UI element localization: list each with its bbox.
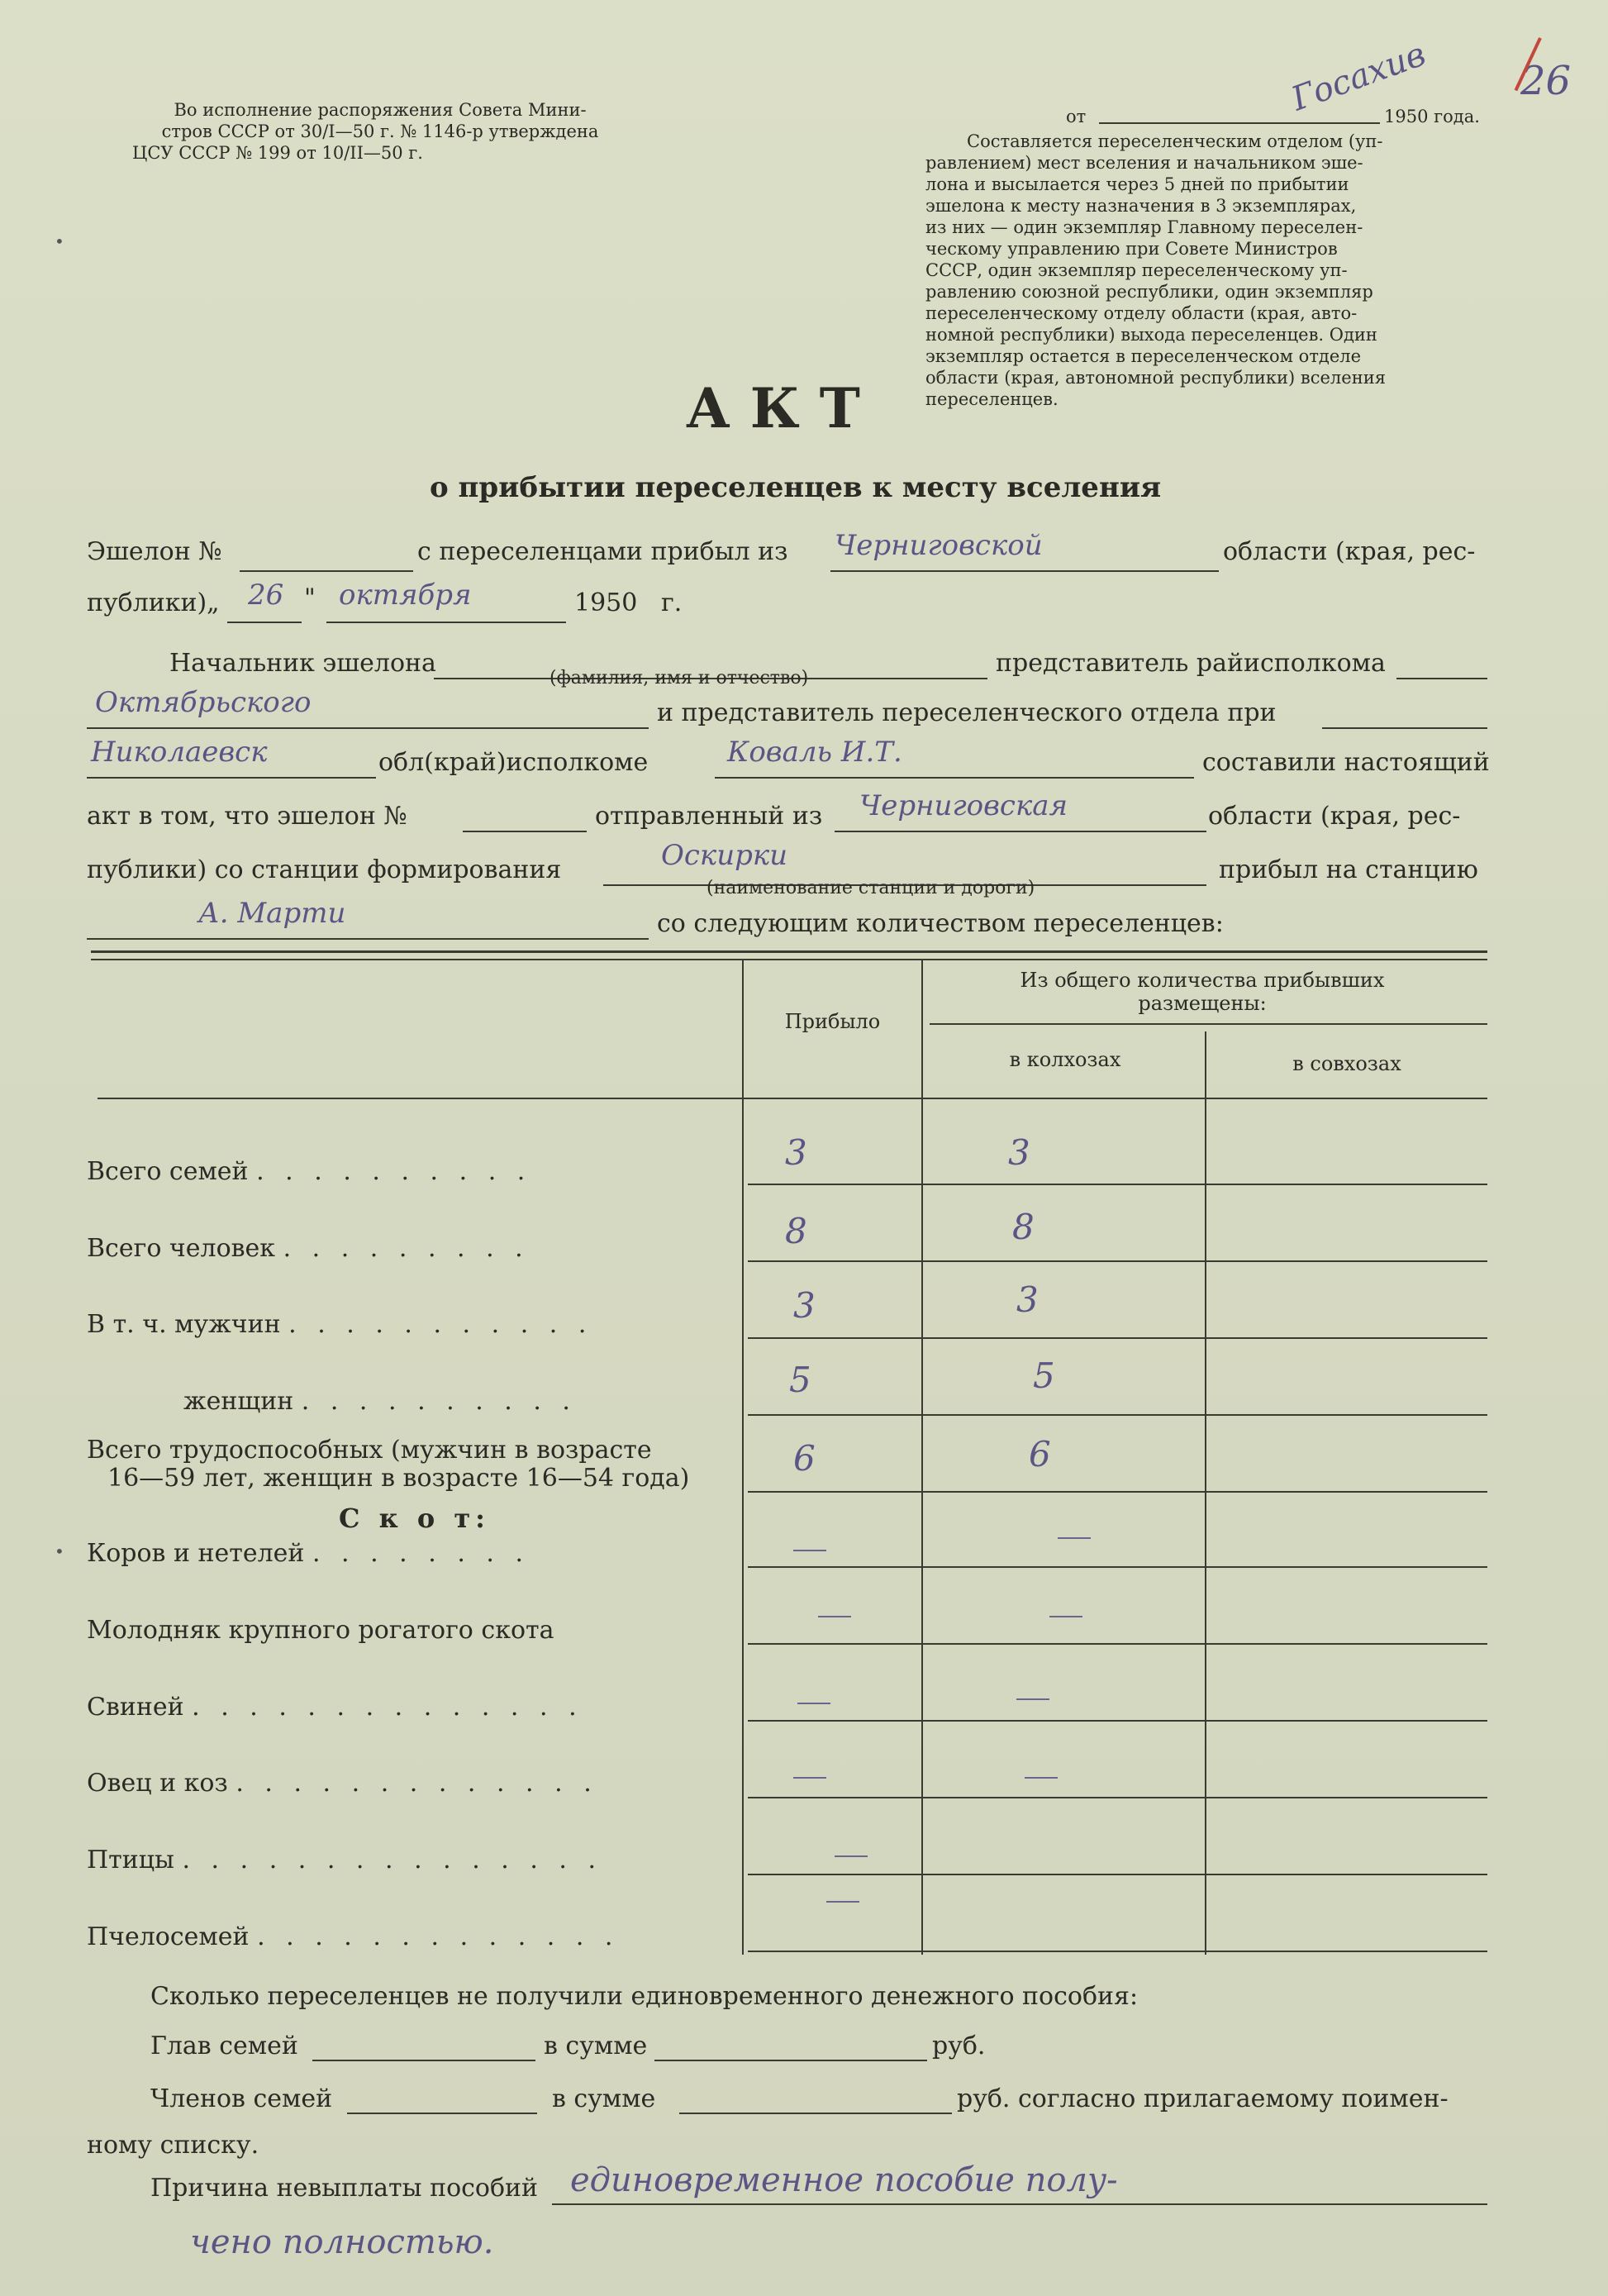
station-value: Оскирки [661,839,788,872]
women-kolkhoz: 5 [1033,1355,1055,1396]
sum-label-2: в сумме [552,2084,656,2113]
station-caption: (наименование станции и дороги) [706,878,1035,898]
row-label-bees: Пчелосемей . . . . . . . . . . . . . [87,1922,620,1951]
arrived-label: прибыл на станцию [1219,855,1478,884]
year-suffix: г. [661,588,683,617]
sent-suffix: области (края, рес- [1208,802,1461,831]
col-group-header: Из общего количества прибывших размещены: [1020,969,1385,1015]
members-sum-field[interactable] [679,2113,952,2114]
rep-field[interactable] [1396,678,1487,679]
row-label-sheep: Овец и коз . . . . . . . . . . . . . [87,1769,598,1798]
sent-label: отправленный из [595,802,823,831]
row-label-cows: Коров и нетелей . . . . . . . . [87,1539,530,1568]
rep2-label: и представитель переселенческого отдела при [657,698,1277,727]
compiled-label: составили настоящий [1202,748,1490,777]
col-divider-1 [742,959,744,1955]
approval-line-2: стров СССР от 30/I—50 г. № 1146-р утверждена [161,121,599,141]
list-label: ному списку. [87,2131,259,2160]
date-suffix: 1950 года. [1384,107,1480,126]
col-sovkhoz-header: в совхозах [1292,1052,1401,1075]
able-kolkhoz: 6 [1029,1434,1051,1474]
row-label-pigs: Свиней . . . . . . . . . . . . . . [87,1693,583,1722]
row-label-poultry: Птицы . . . . . . . . . . . . . . . [87,1846,603,1874]
col-divider-3 [1205,1031,1206,1955]
ispolkom-label: обл(край)исполкоме [378,748,649,777]
quote-close: " [304,584,316,612]
sum-label: в сумме [544,2032,648,2060]
sheep-arrived-dash [793,1777,826,1779]
count-label: со следующим количеством переселенцев: [657,909,1224,938]
region-suffix: области (края, рес- [1223,537,1476,566]
people-arrived: 8 [785,1211,807,1251]
rep2-field[interactable] [1322,727,1487,729]
pigs-arrived-dash [797,1703,830,1704]
month-value: октября [339,579,472,612]
row-label-able-bodied: Всего трудоспособных (мужчин в возрасте 16—59 лет, женщин в возрасте 16—54 года) [87,1436,690,1493]
livestock-section: С к о т: [339,1503,490,1534]
chief-caption: (фамилия, имя и отчество) [549,668,809,688]
poultry-arrived-dash [835,1855,868,1857]
table-top-line [91,950,1487,953]
cows-kolkhoz-dash [1058,1537,1091,1539]
men-arrived: 3 [793,1285,816,1326]
station-prefix: публики) со станции формирования [87,855,562,884]
members-label: Членов семей [150,2084,333,2113]
from-region-value: Черниговской [835,529,1043,562]
row-label-men: В т. ч. мужчин . . . . . . . . . . . [87,1310,593,1339]
instructions-block: Составляется переселенческим отделом (уп- равлением) мест вселения и начальником эше- лона и высылается через 5 дней по прибытии эшелона к месту назначения в 3 экземплярах, из них — один экземпляр Главному переселен- ческому управлению при Совете Министров СССР, один экземпляр переселенческому уп- равлению союзной республики, один экземпляр переселенческому отделу области (края, авто- номной республики) выхода переселенцев. Один экземпляр остается в переселенческом отделе области (края, автономной республики) вселения переселенцев. [925,131,1386,409]
with-settlers-label: с переселенцами прибыл из [417,537,788,566]
group-header-line [930,1023,1487,1025]
reason-value-1: единовременное пособие полу- [570,2161,1118,2199]
heads-sum-field[interactable] [654,2060,927,2061]
rub-label-2: руб. согласно прилагаемому поимен- [957,2084,1449,2113]
date-field[interactable] [1099,122,1380,124]
day-field[interactable] [227,622,302,623]
month-field[interactable] [326,622,566,623]
echelon-number-field[interactable] [240,570,413,572]
col-arrived-header: Прибыло [784,1010,881,1033]
district-field[interactable] [87,727,649,729]
sent-region-value: Черниговская [859,789,1068,822]
sent-region-field[interactable] [835,831,1206,832]
arrival-station-field[interactable] [87,938,649,940]
from-region-field[interactable] [830,570,1219,572]
pigs-kolkhoz-dash [1016,1698,1049,1700]
reason-value-2: чено полностью. [190,2223,494,2261]
row-label-young-cattle: Молодняк крупного рогатого скота [87,1616,554,1645]
oblast-field[interactable] [87,777,376,779]
families-arrived: 3 [785,1132,807,1173]
rub-label: руб. [932,2032,986,2060]
margin-dot: • [55,1541,64,1561]
row-label-people: Всего человек . . . . . . . . . [87,1234,530,1263]
approval-line-1: Во исполнение распоряжения Совета Мини- [174,100,587,120]
table-top-line-2 [91,959,1487,960]
row-label-families: Всего семей . . . . . . . . . . [87,1157,532,1186]
district-value: Октябрьского [95,686,312,719]
person-value: Коваль И.Т. [727,736,902,769]
header-approval-note [91,99,669,164]
quote-open: „ [207,588,220,617]
members-count-field[interactable] [347,2113,537,2114]
rep-label: представитель райисполкома [996,649,1386,678]
young-arrived-dash [818,1616,851,1617]
men-kolkhoz: 3 [1016,1279,1039,1320]
document-title: АКТ [686,376,880,441]
oblast-value: Николаевск [91,736,268,769]
handwritten-archive-note: Госахив [1287,35,1431,119]
handwritten-page-number: 26 [1520,58,1572,104]
no-allowance-label: Сколько переселенцев не получили единовременного денежного пособия: [150,1982,1139,2011]
document-subtitle: о прибытии переселенцев к месту вселения [430,471,1162,504]
families-kolkhoz: 3 [1008,1132,1030,1173]
reason-field[interactable] [552,2203,1487,2205]
able-arrived: 6 [793,1438,816,1479]
day-value: 26 [248,579,284,612]
republic-prefix: публики) [87,588,207,617]
heads-count-field[interactable] [312,2060,535,2061]
person-field[interactable] [715,777,1194,779]
heads-label: Глав семей [150,2032,298,2060]
row-label-women: женщин . . . . . . . . . . [183,1387,577,1416]
header-bottom-line [98,1098,1487,1099]
sheep-kolkhoz-dash [1025,1777,1058,1779]
date-prefix: от [1066,107,1087,126]
young-kolkhoz-dash [1049,1616,1082,1617]
act-echelon-field[interactable] [463,831,587,832]
arrival-station-value: А. Марти [198,897,346,930]
people-kolkhoz: 8 [1012,1207,1035,1247]
col-kolkhoz-header: в колхозах [1009,1048,1121,1071]
margin-dot: • [55,231,64,251]
act-label: акт в том, что эшелон № [87,802,407,831]
cows-arrived-dash [793,1550,826,1551]
approval-line-3: ЦСУ СССР № 199 от 10/II—50 г. [132,143,423,163]
year-print: 1950 [574,588,638,617]
women-arrived: 5 [789,1360,811,1400]
bees-arrived-dash [826,1901,859,1903]
echelon-label: Эшелон № [87,537,222,566]
col-divider-2 [921,959,923,1955]
chief-label: Начальник эшелона [169,649,436,678]
reason-label: Причина невыплаты пособий [150,2174,539,2203]
